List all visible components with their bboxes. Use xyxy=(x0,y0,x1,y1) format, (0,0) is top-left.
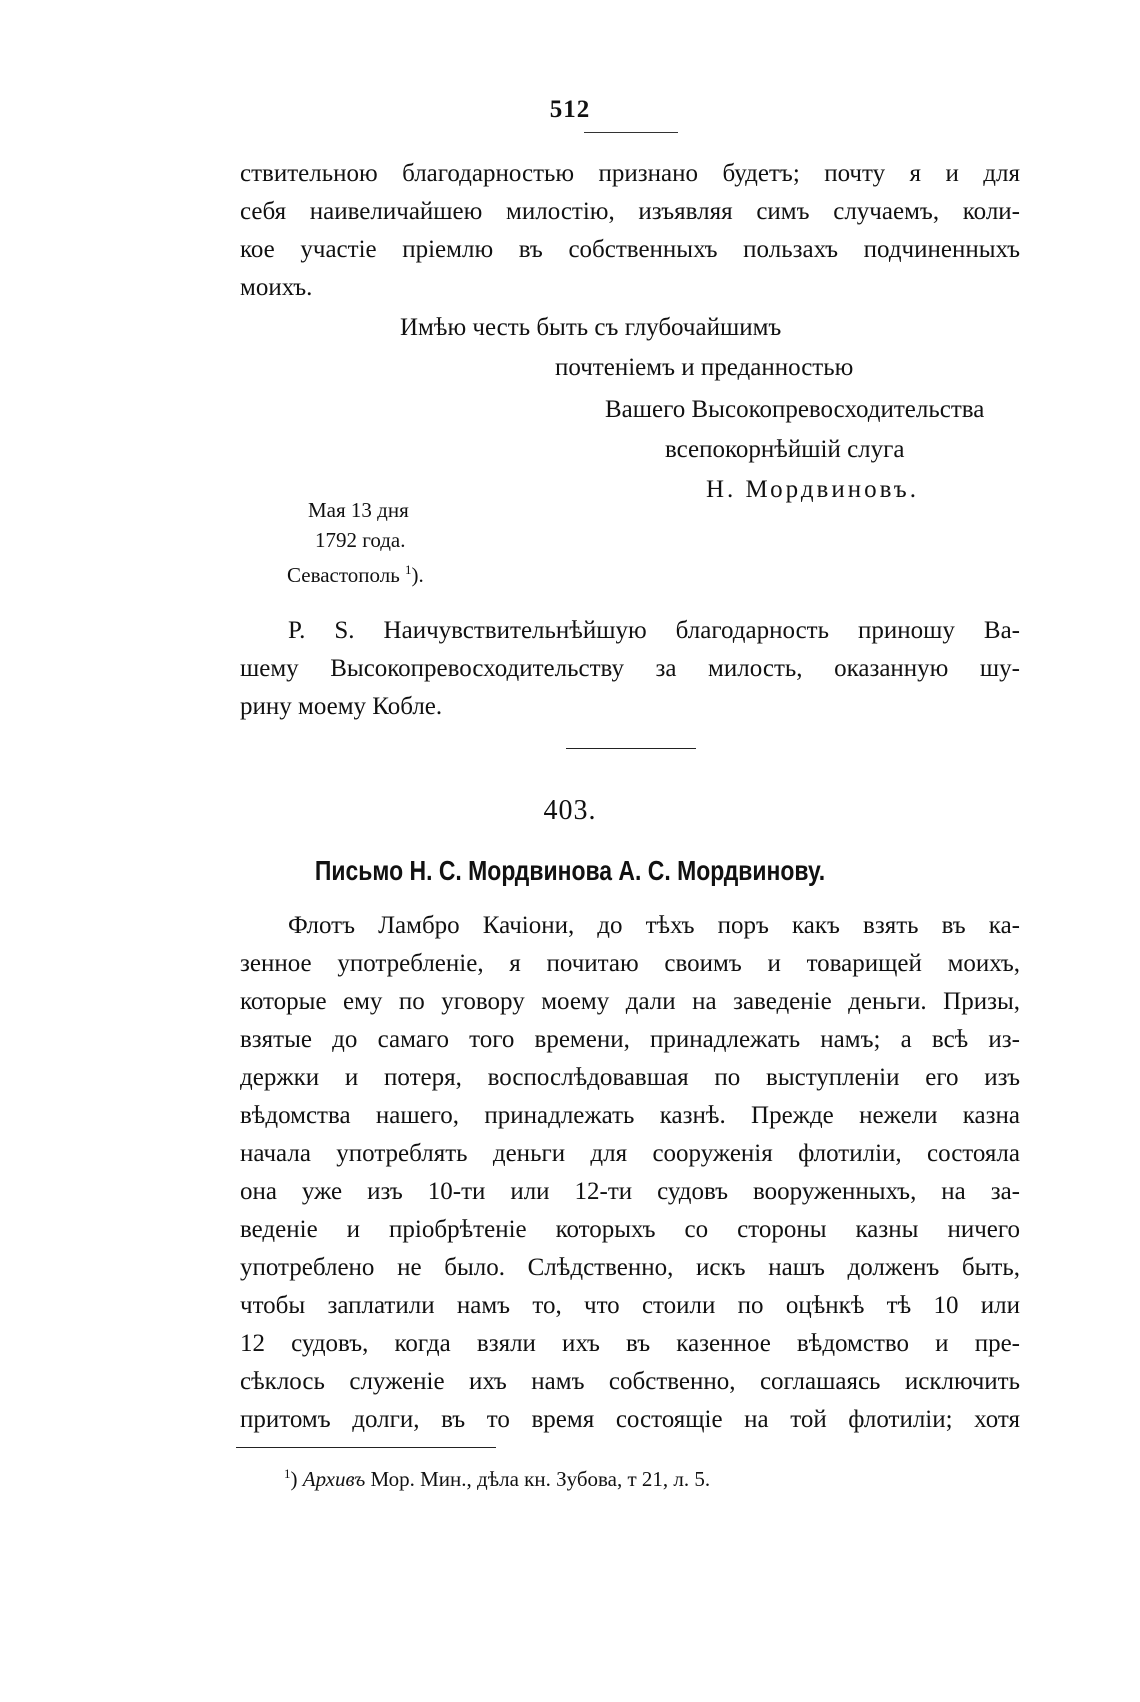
footnote-mark: 1 xyxy=(284,1466,291,1481)
footnote-ref: 1 xyxy=(405,562,412,577)
date-place xyxy=(287,556,424,589)
text-line: притомъ долги, въ то время состоящіе на той флотиліи; хотя xyxy=(240,1406,1020,1433)
signature-line: Имѣю честь быть съ глубочайшимъ xyxy=(400,314,782,341)
footnote-source: Архивъ xyxy=(302,1467,366,1491)
date-line: 1792 года. xyxy=(315,528,406,552)
text-line: рину моему Кобле. xyxy=(240,693,443,720)
date-place-close: ). xyxy=(411,563,424,587)
signature-name: Н. Мордвиновъ. xyxy=(706,476,919,503)
footnote-rule xyxy=(236,1447,496,1448)
signature-line: почтеніемъ и преданностью xyxy=(555,354,854,381)
document-body xyxy=(240,907,1020,1439)
footnote: $^1$) Архивъ Мор. Мин., дѣла кн. Зубова, т 21, л. 5. xyxy=(284,1466,711,1491)
top-paragraph xyxy=(240,155,1020,307)
footnote-text: Мор. Мин., дѣла кн. Зубова, т 21, л. 5. xyxy=(370,1467,711,1491)
text-line: употреблено не было. Слѣдственно, искъ нашъ долженъ быть, xyxy=(240,1254,1020,1281)
text-line: шему Высокопревосходительству за милость, оказанную шу- xyxy=(240,655,1020,682)
text-line: чтобы заплатили намъ то, что стоили по оцѣнкѣ тѣ 10 или xyxy=(240,1292,1020,1319)
document-number: 403. xyxy=(543,795,597,826)
text-line: вѣдомства нашего, принадлежать казнѣ. Прежде нежели казна xyxy=(240,1102,1020,1129)
text-line: сѣклось служеніе ихъ намъ собственно, соглашаясь исключить xyxy=(240,1368,1020,1395)
date-place-text: Севастополь xyxy=(287,563,400,587)
text-line: начала употреблять деньги для сооруженія флотиліи, состояла xyxy=(240,1140,1020,1167)
header-rule xyxy=(584,132,678,133)
text-line: которые ему по уговору моему дали на заведеніе деньги. Призы, xyxy=(240,988,1020,1015)
signature-line: Вашего Высокопревосходительства xyxy=(605,396,985,423)
section-divider xyxy=(566,748,696,749)
text-line: она уже изъ 10-ти или 12-ти судовъ вооруженныхъ, на за- xyxy=(240,1178,1020,1205)
text-line: 12 судовъ, когда взяли ихъ въ казенное вѣдомство и пре- xyxy=(240,1330,1020,1357)
text-line: держки и потеря, воспослѣдовавшая по выступленіи его изъ xyxy=(240,1064,1020,1091)
date-line: Мая 13 дня xyxy=(308,498,409,522)
text-line: P. S. Наичувствительнѣйшую благодарность приношу Ва- xyxy=(288,617,1020,644)
signature-line: всепокорнѣйшій слуга xyxy=(665,436,905,463)
postscript xyxy=(240,612,1020,726)
text-line: Флотъ Ламбро Качіони, до тѣхъ поръ какъ взять въ ка- xyxy=(288,912,1020,939)
document-title: Письмо Н. С. Мордвинова А. С. Мордвинову. xyxy=(314,855,826,886)
text-line: ствительною благодарностью признано будетъ; почту я и для xyxy=(240,160,1020,187)
text-line: кое участіе пріемлю въ собственныхъ пользахъ подчиненныхъ xyxy=(240,236,1020,263)
text-line: моихъ. xyxy=(240,274,313,301)
text-line: веденіе и пріобрѣтеніе которыхъ со стороны казны ничего xyxy=(240,1216,1020,1243)
text-line: себя наивеличайшею милостію, изъявляя симъ случаемъ, коли- xyxy=(240,198,1020,225)
text-line: зенное употребленіе, я почитаю своимъ и товарищей моихъ, xyxy=(240,950,1020,977)
page-number: 512 xyxy=(549,96,591,123)
text-line: взятые до самаго того времени, принадлежать намъ; а всѣ из- xyxy=(240,1026,1020,1053)
